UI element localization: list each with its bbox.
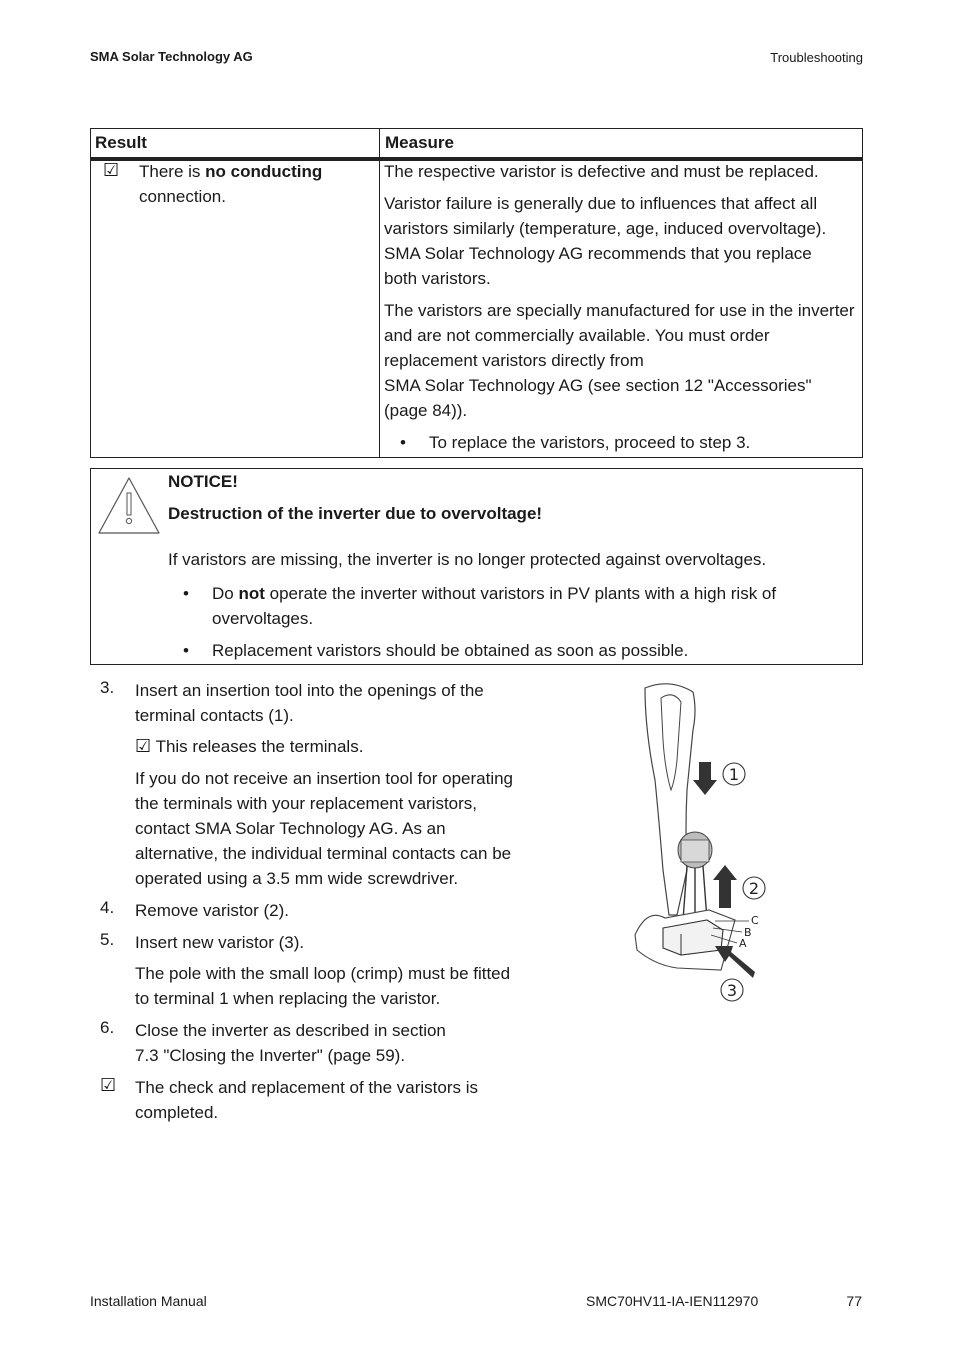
bullet-dot: • — [400, 433, 406, 452]
measure-p2 — [384, 191, 859, 291]
measure-p3-line: SMA Solar Technology AG (see section 12 "Accessories" — [384, 376, 812, 395]
checkmark-icon: ☑ — [103, 160, 120, 180]
terminal-label-b: B — [744, 926, 752, 939]
step-6-line: Close the inverter as described in section — [135, 1021, 446, 1040]
notice-box — [90, 468, 863, 665]
step-3-note-line: operated using a 3.5 mm wide screwdriver. — [135, 869, 459, 888]
step-number: 6. — [100, 1018, 115, 1037]
measure-bullet-text: To replace the varistors, proceed to step 3. — [429, 433, 751, 452]
measure-p3-line: The varistors are specially manufactured for use in the inverter — [384, 301, 855, 320]
step-3-line: terminal contacts (1). — [135, 706, 294, 725]
step-3-note-line: If you do not receive an insertion tool for operating — [135, 769, 514, 788]
notice-body: If varistors are missing, the inverter is no longer protected against overvoltages. — [168, 550, 767, 569]
step-number: 5. — [100, 930, 115, 949]
notice-bullet-1-prefix: Do — [212, 584, 239, 603]
measure-bullet — [384, 430, 859, 455]
result-suffix: connection. — [139, 187, 226, 206]
bullet-dot: • — [183, 584, 189, 603]
measure-p2-line: varistors similarly (temperature, age, induced overvoltage). — [384, 219, 827, 238]
step-number: 4. — [100, 898, 115, 917]
header-section: Troubleshooting — [770, 50, 863, 65]
final-result — [135, 1075, 478, 1125]
measure-p2-line: SMA Solar Technology AG recommends that you replace — [384, 244, 812, 263]
measure-p1: The respective varistor is defective and must be replaced. — [384, 162, 819, 181]
col-header-measure: Measure — [385, 133, 454, 152]
notice-bullet-1 — [212, 581, 852, 631]
terminal-label-a: A — [739, 937, 747, 950]
notice-bullet-2: Replacement varistors should be obtained as soon as possible. — [212, 641, 689, 660]
step-5-note-line: The pole with the small loop (crimp) must be fitted — [135, 964, 511, 983]
step-6-line: 7.3 "Closing the Inverter" (page 59). — [135, 1046, 406, 1065]
step-3 — [135, 678, 484, 728]
callout-2: 2 — [748, 879, 760, 898]
notice-title: NOTICE! — [168, 472, 238, 491]
notice-bullet-1-bold: not — [238, 584, 265, 603]
warning-triangle-icon — [96, 475, 162, 537]
footer-doc-code: SMC70HV11-IA-IEN112970 — [586, 1293, 759, 1309]
step-3-note-line: alternative, the individual terminal contacts can be — [135, 844, 512, 863]
step-3-note-line: contact SMA Solar Technology AG. As an — [135, 819, 446, 838]
step-5-note — [135, 961, 510, 1011]
measure-p3 — [384, 298, 859, 423]
result-bold: no conducting — [205, 162, 323, 181]
insertion-tool — [645, 684, 695, 915]
measure-p3-line: (page 84)). — [384, 401, 468, 420]
result-cell — [139, 159, 369, 209]
table-divider — [379, 129, 380, 457]
col-header-result: Result — [95, 133, 147, 152]
measure-p3-line: and are not commercially available. You must order — [384, 326, 770, 345]
step-number: 3. — [100, 678, 115, 697]
callout-3: 3 — [726, 981, 738, 1000]
header-company: SMA Solar Technology AG — [90, 49, 253, 64]
terminal-label-c: C — [751, 914, 759, 927]
varistor-replacement-figure — [625, 680, 775, 1010]
final-result-line: The check and replacement of the varistors is — [135, 1078, 478, 1097]
measure-p2-line: both varistors. — [384, 269, 491, 288]
footer-manual: Installation Manual — [90, 1293, 207, 1309]
arrow-up-icon — [713, 865, 737, 908]
table-header-row — [91, 129, 862, 161]
step-4: Remove varistor (2). — [135, 901, 289, 920]
measure-cell — [384, 159, 859, 455]
step-3-result-text: This releases the terminals. — [155, 737, 364, 756]
step-6 — [135, 1018, 446, 1068]
final-result-line: completed. — [135, 1103, 219, 1122]
step-3-result — [135, 734, 363, 759]
bullet-dot: • — [183, 641, 189, 660]
notice-subtitle: Destruction of the inverter due to overvoltage! — [168, 504, 543, 523]
measure-p3-line: replacement varistors directly from — [384, 351, 644, 370]
varistor-band — [681, 840, 709, 862]
notice-bullet-1-text: operate the inverter without varistors in PV plants with a high risk of — [264, 584, 777, 603]
footer-page-number: 77 — [846, 1293, 862, 1309]
notice-bullet-1-line2: overvoltages. — [212, 609, 314, 628]
result-measure-table — [90, 128, 863, 458]
checkmark-icon: ☑ — [135, 736, 152, 756]
measure-p2-line: Varistor failure is generally due to influences that affect all — [384, 194, 818, 213]
step-5: Insert new varistor (3). — [135, 933, 305, 952]
step-3-note-line: the terminals with your replacement varistors, — [135, 794, 478, 813]
step-3-note — [135, 766, 513, 891]
step-5-note-line: to terminal 1 when replacing the varistor. — [135, 989, 441, 1008]
checkmark-icon: ☑ — [100, 1075, 117, 1095]
result-prefix: There is — [139, 162, 206, 181]
callout-1: 1 — [728, 765, 740, 784]
arrow-down-icon — [693, 762, 717, 795]
step-3-line: Insert an insertion tool into the openings of the — [135, 681, 484, 700]
